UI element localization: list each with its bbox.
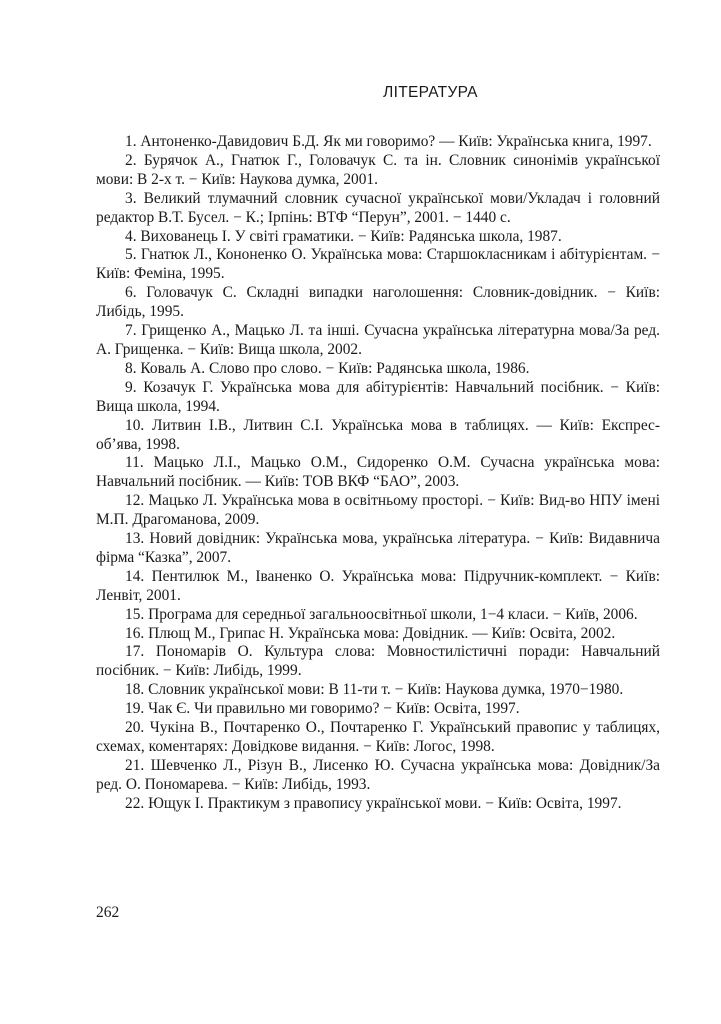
reference-text: Головачук С. Складні випадки наголошення: Словник-довідник. − Київ: Либідь, 1995. bbox=[96, 284, 660, 321]
reference-item bbox=[96, 152, 660, 190]
page-heading: ЛІТЕРАТУРА bbox=[383, 84, 478, 101]
reference-number: 12. bbox=[125, 492, 145, 510]
reference-text: Антоненко-Давидович Б.Д. Як ми говоримо? — Київ: Українська книга, 1997. bbox=[140, 133, 652, 150]
reference-text: Мацько Л. Українська мова в освітньому просторі. − Київ: Вид-во НПУ імені М.П. Драгоманова, 2009. bbox=[96, 492, 660, 529]
reference-text: Великий тлумачний словник сучасної української мови/Укладач і головний редактор В.Т. Бусел. − К.; Ірпінь: ВТФ “Перун”, 2001. − 1440 с. bbox=[96, 189, 660, 226]
reference-item bbox=[96, 795, 660, 814]
reference-number: 3. bbox=[125, 189, 137, 207]
reference-number: 8. bbox=[125, 359, 137, 377]
reference-number: 10. bbox=[125, 416, 145, 434]
page-body bbox=[96, 70, 660, 814]
reference-text: Коваль А. Слово про слово. − Київ: Радянська школа, 1986. bbox=[140, 359, 530, 377]
reference-item bbox=[96, 190, 660, 228]
reference-text: Мацько Л.І., Мацько О.М., Сидоренко О.М. Сучасна українська мова: Навчальний посібник. — Київ: ТОВ ВКФ “БАО”, 2003. bbox=[96, 454, 660, 491]
reference-number: 7. bbox=[125, 322, 137, 340]
reference-number: 4. bbox=[125, 227, 137, 245]
reference-text: Вихованець І. У світі граматики. − Київ: Радянська школа, 1987. bbox=[140, 227, 562, 245]
reference-item bbox=[96, 133, 660, 152]
reference-text: Гнатюк Л., Кононенко О. Українська мова: Старшокласникам і абітурієнтам. − Київ: Феміна, 1995. bbox=[96, 246, 660, 283]
reference-text: Чукіна В., Почтаренко О., Почтаренко Г. Український правопис у таблицях, схемах, коментарях: Довідкове видання. − Київ: Логос, 1998. bbox=[96, 719, 660, 755]
reference-item bbox=[96, 379, 660, 417]
reference-item bbox=[96, 757, 660, 795]
reference-item bbox=[96, 530, 660, 568]
reference-number: 19. bbox=[125, 700, 145, 718]
reference-text: Литвин І.В., Литвин С.І. Українська мова в таблицях. — Київ: Експрес-об’ява, 1998. bbox=[96, 416, 660, 453]
reference-number: 18. bbox=[125, 681, 145, 699]
reference-number: 9. bbox=[125, 378, 137, 396]
reference-item bbox=[96, 417, 660, 455]
reference-item bbox=[96, 322, 660, 360]
reference-number: 17. bbox=[125, 643, 145, 661]
reference-text: Словник української мови: В 11-ти т. − Київ: Наукова думка, 1970−1980. bbox=[148, 681, 624, 699]
reference-text: Козачук Г. Українська мова для абітурієнтів: Навчальний посібник. − Київ: Вища школа, 1994. bbox=[96, 378, 660, 415]
reference-text: Грищенко А., Мацько Л. та інші. Сучасна українська літературна мова/За ред. А. Грищенка. − Київ: Вища школа, 2002. bbox=[96, 322, 660, 358]
reference-item bbox=[96, 700, 660, 719]
reference-item bbox=[96, 228, 660, 247]
reference-number: 22. bbox=[125, 794, 145, 812]
reference-list bbox=[96, 133, 660, 814]
reference-item bbox=[96, 454, 660, 492]
reference-number: 2. bbox=[125, 151, 137, 169]
reference-number: 13. bbox=[125, 530, 145, 548]
reference-text: Програма для середньої загальноосвітньої школи, 1−4 класи. − Київ, 2006. bbox=[148, 605, 638, 623]
reference-number: 14. bbox=[125, 567, 145, 585]
reference-item bbox=[96, 246, 660, 284]
reference-number: 20. bbox=[125, 719, 145, 737]
reference-item bbox=[96, 719, 660, 757]
reference-item bbox=[96, 625, 660, 644]
reference-text: Чак Є. Чи правильно ми говоримо? − Київ: Освіта, 1997. bbox=[148, 700, 520, 718]
page-number: 262 bbox=[96, 904, 120, 921]
reference-text: Пентилюк М., Іваненко О. Українська мова: Підручник-комплект. − Київ: Ленвіт, 2001. bbox=[96, 567, 660, 604]
reference-text: Пономарів О. Культура слова: Мовностилістичні поради: Навчальний посібник. − Київ: Либідь, 1999. bbox=[96, 643, 660, 680]
reference-number: 1. bbox=[125, 133, 137, 150]
reference-item bbox=[96, 492, 660, 530]
reference-item bbox=[96, 643, 660, 681]
reference-text: Ющук І. Практикум з правопису української мови. − Київ: Освіта, 1997. bbox=[148, 794, 622, 812]
reference-item bbox=[96, 606, 660, 625]
reference-item bbox=[96, 284, 660, 322]
reference-text: Шевченко Л., Різун В., Лисенко Ю. Сучасна українська мова: Довідник/За ред. О. Пономарева. − Київ: Либідь, 1993. bbox=[96, 756, 660, 793]
reference-text: Плющ М., Грипас Н. Українська мова: Довідник. — Київ: Освіта, 2002. bbox=[148, 624, 616, 642]
reference-number: 15. bbox=[125, 605, 145, 623]
reference-number: 16. bbox=[125, 624, 145, 642]
reference-item bbox=[96, 681, 660, 700]
reference-text: Бурячок А., Гнатюк Г., Головачук С. та ін. Словник синонімів української мови: В 2-х т. − Київ: Наукова думка, 2001. bbox=[96, 151, 660, 188]
reference-number: 6. bbox=[125, 284, 137, 302]
reference-item bbox=[96, 568, 660, 606]
reference-item bbox=[96, 360, 660, 379]
reference-number: 5. bbox=[125, 246, 137, 264]
reference-text: Новий довідник: Українська мова, українська література. − Київ: Видавнича фірма “Казка”, 2007. bbox=[96, 530, 660, 566]
reference-number: 11. bbox=[125, 454, 144, 472]
reference-number: 21. bbox=[125, 756, 145, 774]
